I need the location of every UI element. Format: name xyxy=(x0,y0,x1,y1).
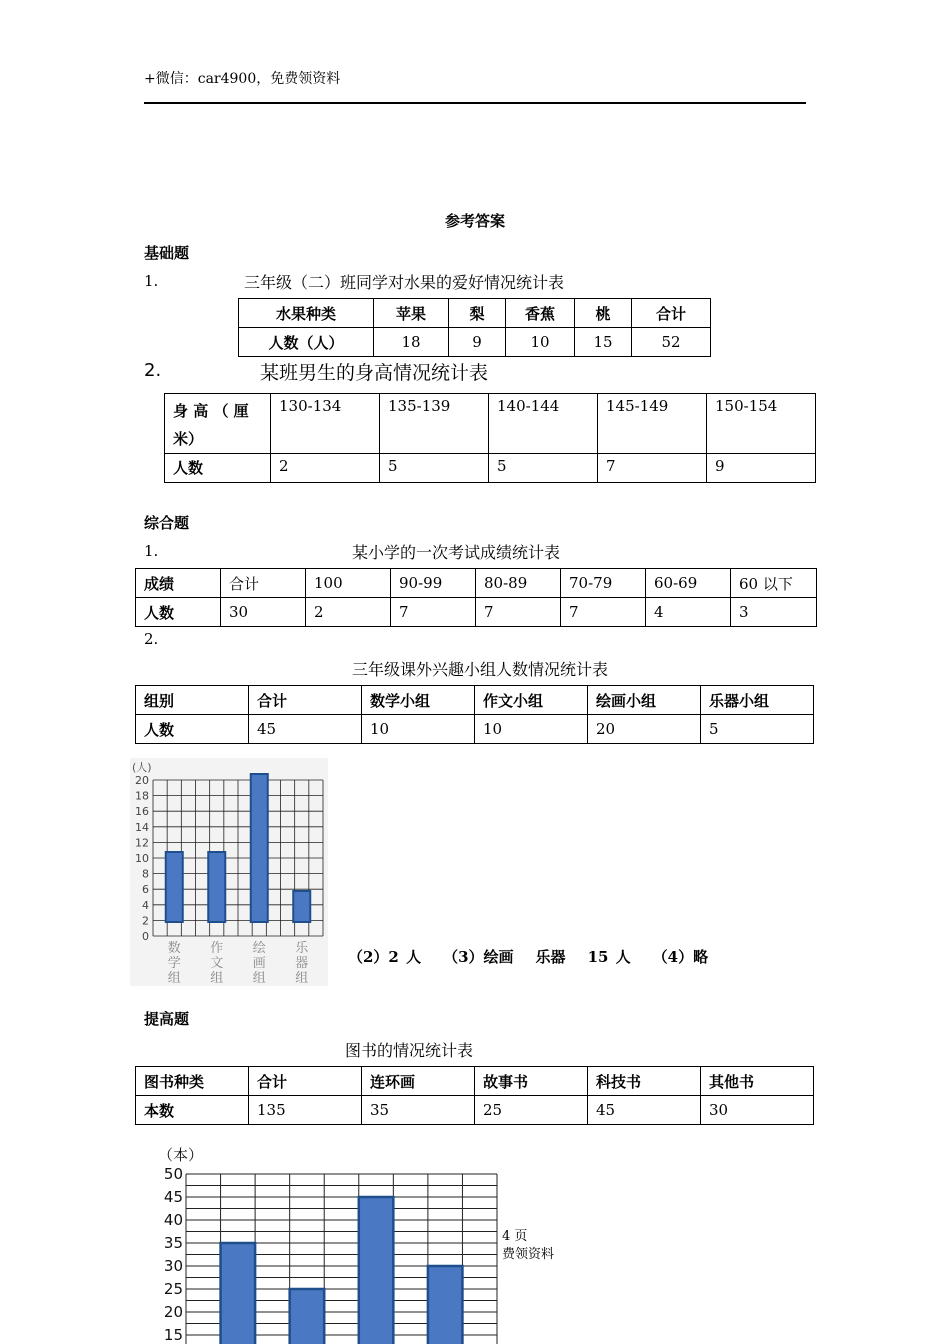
y-tick-label: 40 xyxy=(163,1211,183,1229)
bar xyxy=(208,852,225,922)
table-cell: 7 xyxy=(561,598,646,627)
table-header-row xyxy=(239,299,711,328)
bar xyxy=(251,774,268,922)
table-cell: 其他书 xyxy=(701,1067,814,1096)
table-cell: 45 xyxy=(249,715,362,744)
y-tick-label: 16 xyxy=(135,805,149,819)
bar xyxy=(290,1289,325,1344)
y-tick-label: 12 xyxy=(135,836,149,850)
y-tick-label: 20 xyxy=(163,1303,183,1321)
table-cell: 30 xyxy=(221,598,306,627)
combined-q2-caption: 三年级课外兴趣小组人数情况统计表 xyxy=(352,660,609,679)
y-tick-label: 2 xyxy=(142,914,149,928)
table-cell: 150-154 xyxy=(707,394,816,454)
answer-item: 乐器 xyxy=(535,948,566,966)
table-cell: 数学小组 xyxy=(362,686,475,715)
table-header-row xyxy=(136,569,817,598)
table-cell: 人数 xyxy=(165,454,271,483)
answer-item: （4）略 xyxy=(652,948,709,966)
table-cell: 20 xyxy=(588,715,701,744)
table-cell: 10 xyxy=(475,715,588,744)
bar xyxy=(221,1243,256,1344)
y-axis-label: （本） xyxy=(158,1146,204,1164)
header-rule xyxy=(144,102,806,104)
x-tick-label-char: 组 xyxy=(295,971,309,986)
page-title: 参考答案 xyxy=(444,212,505,230)
basic-q1-caption: 三年级（二）班同学对水果的爱好情况统计表 xyxy=(244,273,565,292)
y-tick-label: 30 xyxy=(163,1257,183,1275)
table-cell: 135-139 xyxy=(380,394,489,454)
table-cell: 组别 xyxy=(136,686,249,715)
table-cell: 2 xyxy=(306,598,391,627)
basic-q1-number: 1. xyxy=(144,272,159,290)
table-cell: 60 以下 xyxy=(731,569,817,598)
table-cell: 成绩 xyxy=(136,569,221,598)
y-tick-label: 35 xyxy=(163,1234,183,1252)
table-cell: 科技书 xyxy=(588,1067,701,1096)
y-tick-label: 6 xyxy=(142,883,149,897)
section-basic-heading: 基础题 xyxy=(144,244,190,262)
table-row xyxy=(136,715,814,744)
table-cell: 5 xyxy=(489,454,598,483)
y-tick-label: 25 xyxy=(163,1280,183,1298)
interest-group-table xyxy=(135,685,814,744)
table-cell: 人数 xyxy=(136,715,249,744)
x-tick-label-char: 乐 xyxy=(295,941,309,956)
table-header-row xyxy=(136,686,814,715)
table-cell: 25 xyxy=(475,1096,588,1125)
x-tick-label-char: 作 xyxy=(210,941,224,956)
answer-item: （2）2 人 xyxy=(348,948,422,966)
combined-q1-caption: 某小学的一次考试成绩统计表 xyxy=(352,543,561,562)
x-tick-label-char: 绘 xyxy=(252,941,266,956)
table-cell: 苹果 xyxy=(374,299,449,328)
table-cell: 绘画小组 xyxy=(588,686,701,715)
y-tick-label: 4 xyxy=(142,898,149,912)
books-bar-chart xyxy=(150,1140,502,1344)
table-cell: 30 xyxy=(701,1096,814,1125)
table-cell: 90-99 xyxy=(391,569,476,598)
table-cell: 35 xyxy=(362,1096,475,1125)
overlay-line: 4 页 xyxy=(502,1229,528,1244)
y-axis-label: (人) xyxy=(132,761,152,774)
table-cell: 人数（人） xyxy=(239,328,374,357)
answer-item: （3）绘画 xyxy=(443,948,514,966)
advanced-caption: 图书的情况统计表 xyxy=(345,1041,474,1060)
table-cell: 145-149 xyxy=(598,394,707,454)
x-tick-label-char: 画 xyxy=(252,956,266,971)
overlay-line: 费领资料 xyxy=(502,1247,555,1262)
table-cell: 80-89 xyxy=(476,569,561,598)
bar xyxy=(428,1266,463,1344)
section-advanced-heading: 提高题 xyxy=(144,1010,190,1028)
table-cell: 合计 xyxy=(249,1067,362,1096)
x-tick-label-char: 文 xyxy=(210,956,224,971)
table-cell: 作文小组 xyxy=(475,686,588,715)
table-cell: 故事书 xyxy=(475,1067,588,1096)
page-overlay-fragment xyxy=(502,1228,554,1264)
header-watermark: +微信：car4900，免费领资料 xyxy=(144,71,341,87)
table-cell: 7 xyxy=(391,598,476,627)
table-cell: 4 xyxy=(646,598,731,627)
score-table xyxy=(135,568,817,627)
table-cell: 合计 xyxy=(221,569,306,598)
x-tick-label-char: 数 xyxy=(167,941,181,956)
table-cell: 9 xyxy=(707,454,816,483)
table-row xyxy=(239,328,711,357)
table-cell: 15 xyxy=(575,328,632,357)
table-cell: 130-134 xyxy=(271,394,380,454)
table-cell: 3 xyxy=(731,598,817,627)
table-row xyxy=(136,598,817,627)
answer-item: 15 人 xyxy=(587,948,631,966)
table-cell: 45 xyxy=(588,1096,701,1125)
table-cell: 合计 xyxy=(632,299,711,328)
table-row xyxy=(136,1096,814,1125)
height-table xyxy=(164,393,816,483)
table-header-row xyxy=(165,394,816,454)
y-tick-label: 45 xyxy=(163,1188,183,1206)
table-cell: 水果种类 xyxy=(239,299,374,328)
table-cell: 香蕉 xyxy=(506,299,575,328)
bar xyxy=(293,891,310,922)
table-cell: 135 xyxy=(249,1096,362,1125)
table-cell: 10 xyxy=(506,328,575,357)
combined-q1-number: 1. xyxy=(144,542,159,560)
table-cell: 梨 xyxy=(449,299,506,328)
x-tick-label-char: 组 xyxy=(167,971,181,986)
table-cell: 5 xyxy=(701,715,814,744)
table-cell: 70-79 xyxy=(561,569,646,598)
table-cell: 52 xyxy=(632,328,711,357)
table-cell: 100 xyxy=(306,569,391,598)
table-cell: 18 xyxy=(374,328,449,357)
bar xyxy=(166,852,183,922)
table-cell: 本数 xyxy=(136,1096,249,1125)
table-cell: 7 xyxy=(476,598,561,627)
table-cell: 乐器小组 xyxy=(701,686,814,715)
bar xyxy=(359,1197,394,1344)
table-row xyxy=(165,454,816,483)
y-tick-label: 8 xyxy=(142,867,149,881)
combined-q2-number: 2. xyxy=(144,630,159,648)
books-table xyxy=(135,1066,814,1125)
y-tick-label: 50 xyxy=(163,1165,183,1183)
y-tick-label: 14 xyxy=(135,820,149,834)
x-tick-label-char: 器 xyxy=(295,956,309,971)
interest-group-bar-chart xyxy=(130,758,330,986)
y-tick-label: 0 xyxy=(142,930,149,943)
table-cell: 5 xyxy=(380,454,489,483)
x-tick-label-char: 学 xyxy=(167,956,181,971)
table-cell: 7 xyxy=(598,454,707,483)
table-cell: 人数 xyxy=(136,598,221,627)
y-tick-label: 15 xyxy=(163,1326,183,1344)
table-cell: 2 xyxy=(271,454,380,483)
section-combined-heading: 综合题 xyxy=(144,514,190,532)
table-cell: 60-69 xyxy=(646,569,731,598)
x-tick-label-char: 组 xyxy=(210,971,224,986)
combined-answers xyxy=(348,946,730,967)
table-cell: 140-144 xyxy=(489,394,598,454)
table-cell: 9 xyxy=(449,328,506,357)
y-tick-label: 10 xyxy=(135,852,149,865)
table-cell: 10 xyxy=(362,715,475,744)
y-tick-label: 20 xyxy=(135,774,149,787)
fruit-table xyxy=(238,298,711,357)
y-tick-label: 18 xyxy=(135,789,149,803)
basic-q2-number: 2. xyxy=(144,360,162,381)
basic-q2-caption: 某班男生的身高情况统计表 xyxy=(260,362,489,384)
table-cell: 桃 xyxy=(575,299,632,328)
table-header-row xyxy=(136,1067,814,1096)
table-cell: 身 高 （ 厘米） xyxy=(165,394,271,454)
table-cell: 图书种类 xyxy=(136,1067,249,1096)
x-tick-label-char: 组 xyxy=(252,971,266,986)
table-cell: 连环画 xyxy=(362,1067,475,1096)
table-cell: 合计 xyxy=(249,686,362,715)
